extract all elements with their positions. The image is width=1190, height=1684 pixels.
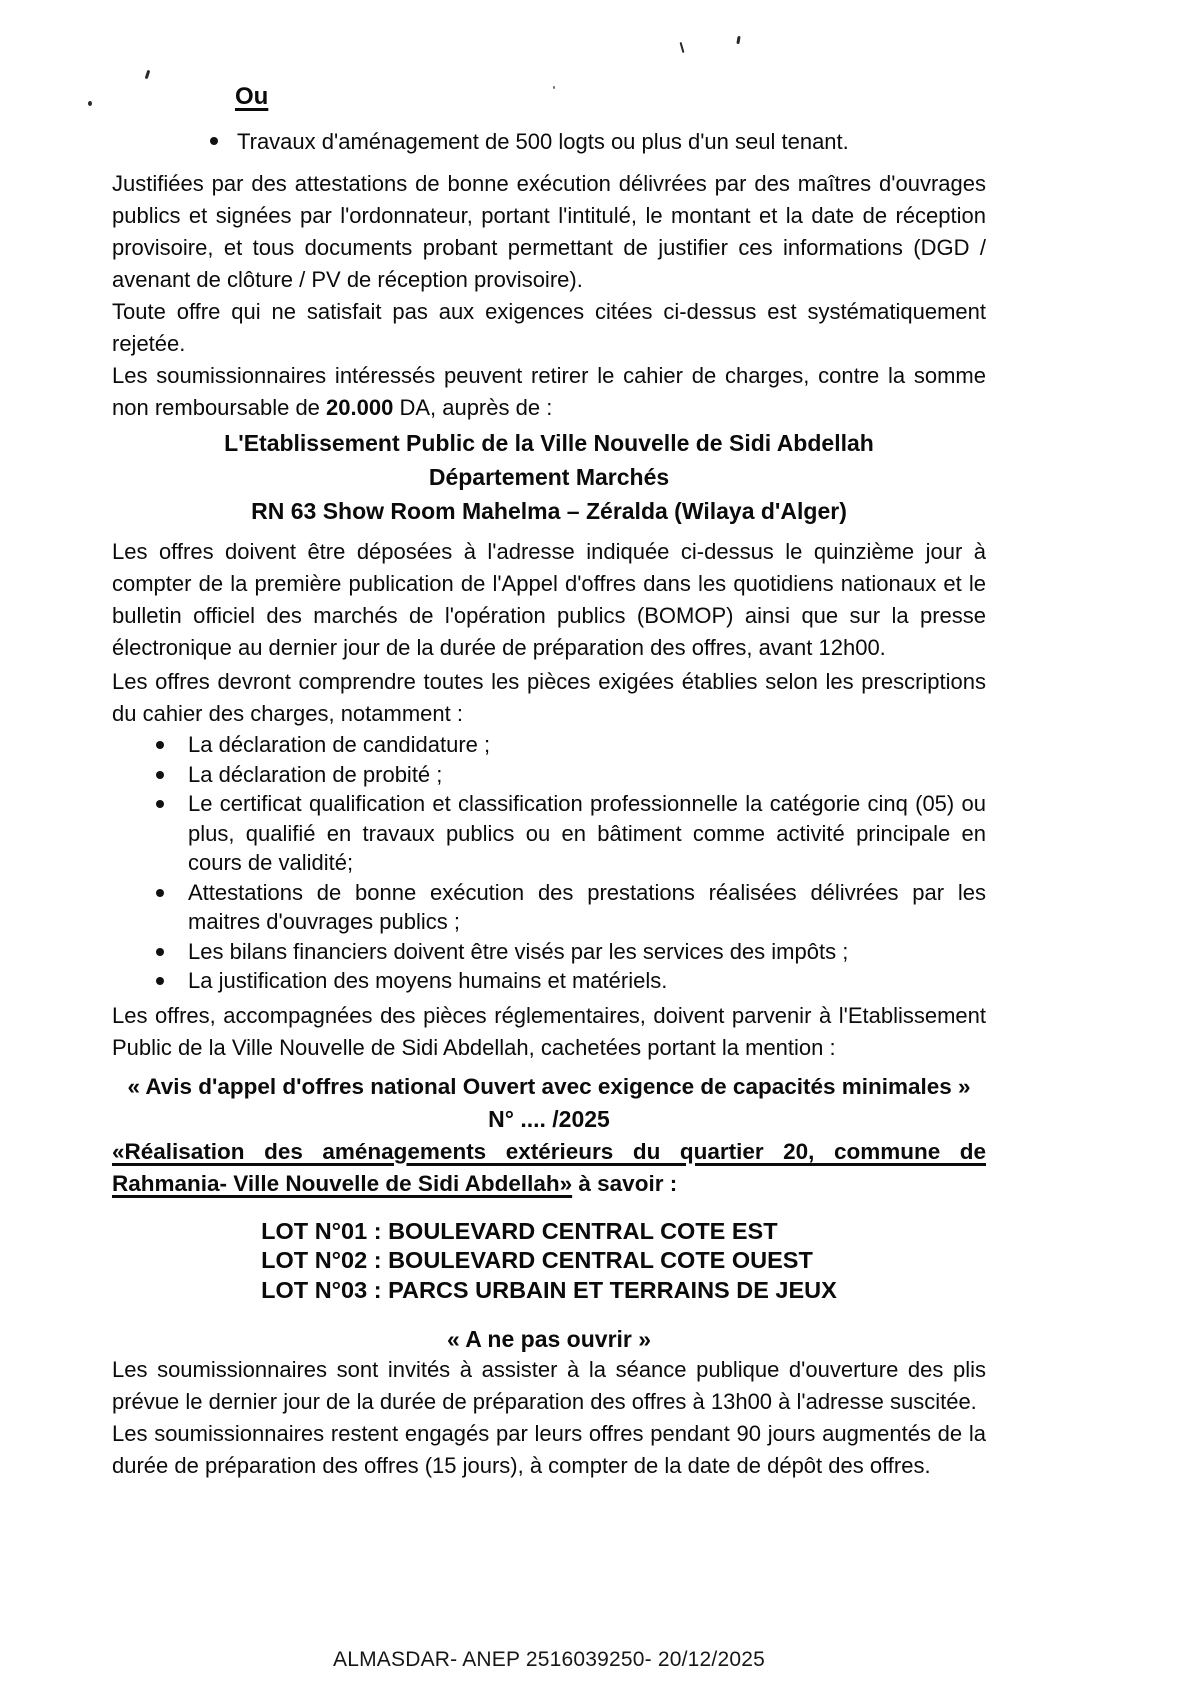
list-item: [112, 878, 986, 937]
retrait-text-before: Les soumissionnaires intéressés peuvent retirer le cahier de charges, contre la somme non remboursable de: [112, 363, 986, 420]
paragraph-depot: Les offres doivent être déposées à l'adresse indiquée ci-dessus le quinzième jour à compter de la première publication de l'Appel d'offres dans les quotidiens nationaux et le bulletin officiel des marchés de l'opération publics (BOMOP) ainsi que sur la presse électronique au dernier jour de la durée de préparation des offres, avant 12h00.: [112, 539, 986, 660]
lot-line-2: LOT N°02 : BOULEVARD CENTRAL COTE OUEST: [261, 1247, 813, 1273]
address-line-2: Département Marchés: [428, 464, 670, 490]
bullet-icon: [156, 889, 164, 897]
bullet-icon: [156, 948, 164, 956]
address-line-1: L'Etablissement Public de la Ville Nouvelle de Sidi Abdellah: [224, 430, 874, 456]
list-item: [112, 760, 986, 790]
numero-line: N° .... /2025: [488, 1105, 610, 1132]
list-item-text: Attestations de bonne exécution des prestations réalisées délivrées par les maitres d'ouvrages publics ;: [188, 879, 986, 934]
retrait-text-after: DA, auprès de :: [393, 395, 553, 420]
paragraph-pieces-intro: Les offres devront comprendre toutes les pièces exigées établies selon les prescriptions du cahier des charges, notamment :: [112, 669, 986, 726]
paragraph-ouverture: Les soumissionnaires sont invités à assister à la séance publique d'ouverture des plis prévue le dernier jour de la durée de préparation des offres à 13h00 à l'adresse suscitée.: [112, 1357, 986, 1414]
realisation-underlined: «Réalisation des aménagements extérieurs du quartier 20, commune de Rahmania- Ville Nouvelle de Sidi Abdellah»: [112, 1138, 986, 1196]
lot-line-1: LOT N°01 : BOULEVARD CENTRAL COTE EST: [261, 1217, 778, 1244]
list-item: [112, 966, 986, 996]
list-item-text: La déclaration de candidature ;: [188, 732, 491, 757]
list-item-text: La justification des moyens humains et matériels.: [188, 968, 668, 993]
scan-speck: [736, 36, 740, 44]
list-item-text: Les bilans financiers doivent être visés par les services des impôts ;: [188, 938, 849, 964]
retrait-amount: 20.000: [326, 395, 394, 420]
document-body: [112, 84, 986, 1482]
bullet-icon: [156, 771, 164, 779]
list-item: [112, 937, 986, 967]
ou-heading: Ou: [235, 83, 269, 110]
list-item: [112, 789, 986, 878]
bullet-icon: [156, 977, 164, 985]
realisation-suffix: à savoir :: [572, 1170, 678, 1196]
lot-line-3: LOT N°03 : PARCS URBAIN ET TERRAINS DE JEUX: [261, 1276, 837, 1303]
paragraph-engagement: Les soumissionnaires restent engagés par leurs offres pendant 90 jours augmentés de la durée de préparation des offres (15 jours), à compter de la date de dépôt des offres.: [112, 1421, 986, 1478]
realisation-title: [112, 1136, 986, 1200]
scan-speck: [680, 42, 685, 53]
intro-bullet-text: Travaux d'aménagement de 500 logts ou plus d'un seul tenant.: [237, 129, 849, 154]
paragraph-retrait: [112, 360, 986, 424]
list-item: [112, 730, 986, 760]
address-block: [112, 426, 986, 528]
scan-speck: [88, 101, 92, 106]
bullet-icon: [156, 800, 164, 808]
paragraph-justification: Justifiées par des attestations de bonne exécution délivrées par des maîtres d'ouvrages publics et signées par l'ordonnateur, portant l'intitulé, le montant et la date de réception provisoire, et tous documents probant permettant de justifier ces informations (DGD / avenant de clôture / PV de réception provisoire).: [112, 171, 986, 292]
scan-speck: [145, 70, 151, 79]
avis-title: « Avis d'appel d'offres national Ouvert avec exigence de capacités minimales »: [127, 1073, 971, 1099]
ne-pas-ouvrir-title: « A ne pas ouvrir »: [446, 1326, 652, 1352]
intro-bullet-item: [210, 125, 986, 158]
address-line-3: RN 63 Show Room Mahelma – Zéralda (Wilaya d'Alger): [251, 498, 847, 524]
pieces-list: [112, 730, 986, 996]
bullet-icon: [210, 137, 218, 145]
lots-block: [261, 1217, 837, 1306]
bullet-icon: [156, 741, 164, 749]
list-item-text: Le certificat qualification et classification professionnelle la catégorie cinq (05) ou plus, qualifié en travaux publics ou en bâtiment comme activité principale en cours de validité;: [188, 791, 986, 875]
paragraph-mention-intro: Les offres, accompagnées des pièces réglementaires, doivent parvenir à l'Etablissement Public de la Ville Nouvelle de Sidi Abdellah, cachetées portant la mention :: [112, 1002, 986, 1060]
footer-credit: ALMASDAR- ANEP 2516039250- 20/12/2025: [333, 1648, 765, 1671]
paragraph-rejection: Toute offre qui ne satisfait pas aux exigences citées ci-dessus est systématiquement rejetée.: [112, 299, 986, 356]
list-item-text: La déclaration de probité ;: [188, 761, 443, 787]
